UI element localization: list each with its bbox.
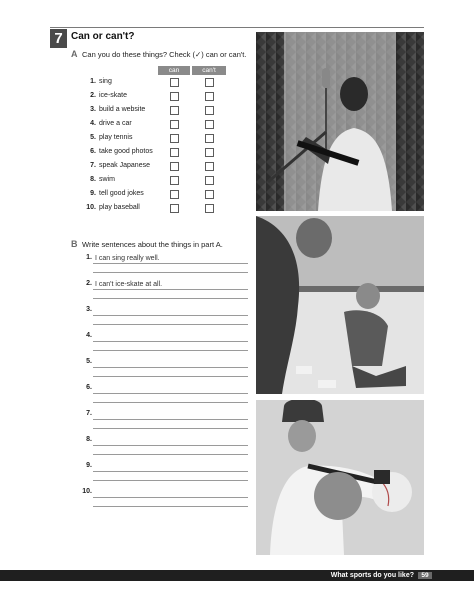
column-header-can: can [158, 66, 190, 75]
writing-line[interactable] [93, 263, 248, 264]
writing-line[interactable] [93, 393, 248, 394]
part-b-item [80, 461, 250, 487]
writing-line[interactable] [93, 480, 248, 481]
item-number: 2. [86, 280, 92, 287]
answer-text: I can sing really well. [95, 255, 160, 262]
footer-title: What sports do you like? [330, 572, 414, 579]
item-number: 8. [86, 436, 92, 443]
writing-line[interactable] [93, 497, 248, 498]
photo-baseball-player [256, 400, 424, 555]
writing-line[interactable] [93, 272, 248, 273]
item-number: 5. [86, 358, 92, 365]
item-number: 9. [90, 190, 96, 197]
part-a-item [84, 188, 254, 202]
cant-checkbox[interactable] [205, 148, 214, 157]
activity-label: take good photos [99, 148, 153, 155]
cant-checkbox[interactable] [205, 204, 214, 213]
activity-label: speak Japanese [99, 162, 150, 169]
exercise-number: 7 [50, 29, 67, 48]
header-rule [50, 27, 424, 28]
activity-label: swim [99, 176, 115, 183]
part-a-list [84, 76, 254, 216]
writing-line[interactable] [93, 402, 248, 403]
part-b-item [80, 253, 250, 279]
writing-line[interactable] [93, 445, 248, 446]
column-header-cant: can't [192, 66, 226, 75]
writing-line[interactable] [93, 324, 248, 325]
answer-text: I can't ice-skate at all. [95, 281, 163, 288]
part-b-item [80, 487, 250, 513]
can-checkbox[interactable] [170, 120, 179, 129]
activity-label: drive a car [99, 120, 132, 127]
item-number: 3. [86, 306, 92, 313]
can-checkbox[interactable] [170, 134, 179, 143]
part-b-item [80, 383, 250, 409]
writing-line[interactable] [93, 419, 248, 420]
writing-line[interactable] [93, 471, 248, 472]
cant-checkbox[interactable] [205, 78, 214, 87]
part-b-item [80, 357, 250, 383]
item-number: 10. [86, 204, 96, 211]
item-number: 4. [86, 332, 92, 339]
part-a-item [84, 132, 254, 146]
cant-checkbox[interactable] [205, 134, 214, 143]
part-a-item [84, 104, 254, 118]
part-a-item [84, 202, 254, 216]
activity-label: play baseball [99, 204, 140, 211]
item-number: 9. [86, 462, 92, 469]
writing-line[interactable] [93, 350, 248, 351]
exercise-title: Can or can't? [71, 31, 135, 42]
writing-line[interactable] [93, 298, 248, 299]
photo-ice-skaters [256, 216, 424, 394]
writing-line[interactable] [93, 428, 248, 429]
part-b-item [80, 435, 250, 461]
cant-checkbox[interactable] [205, 190, 214, 199]
writing-line[interactable] [93, 376, 248, 377]
can-checkbox[interactable] [170, 162, 179, 171]
item-number: 8. [90, 176, 96, 183]
part-b-item [80, 305, 250, 331]
writing-line[interactable] [93, 506, 248, 507]
part-b-item [80, 279, 250, 305]
can-checkbox[interactable] [170, 92, 179, 101]
item-number: 7. [90, 162, 96, 169]
item-number: 3. [90, 106, 96, 113]
can-checkbox[interactable] [170, 190, 179, 199]
part-a-letter: A [71, 49, 78, 59]
item-number: 10. [82, 488, 92, 495]
part-a-item [84, 160, 254, 174]
writing-line[interactable] [93, 289, 248, 290]
can-checkbox[interactable] [170, 106, 179, 115]
cant-checkbox[interactable] [205, 162, 214, 171]
writing-line[interactable] [93, 367, 248, 368]
can-checkbox[interactable] [170, 78, 179, 87]
can-checkbox[interactable] [170, 148, 179, 157]
can-checkbox[interactable] [170, 176, 179, 185]
item-number: 6. [86, 384, 92, 391]
activity-label: tell good jokes [99, 190, 144, 197]
writing-line[interactable] [93, 454, 248, 455]
part-a-item [84, 174, 254, 188]
activity-label: ice-skate [99, 92, 128, 99]
cant-checkbox[interactable] [205, 92, 214, 101]
item-number: 5. [90, 134, 96, 141]
item-number: 4. [90, 120, 96, 127]
item-number: 1. [90, 78, 96, 85]
cant-checkbox[interactable] [205, 106, 214, 115]
cant-checkbox[interactable] [205, 120, 214, 129]
part-b-letter: B [71, 239, 78, 249]
part-b-instruction: Write sentences about the things in part A. [82, 240, 223, 249]
photo-singer [256, 32, 424, 211]
writing-line[interactable] [93, 315, 248, 316]
item-number: 1. [86, 254, 92, 261]
part-a-item [84, 146, 254, 160]
can-checkbox[interactable] [170, 204, 179, 213]
activity-label: sing [99, 78, 112, 85]
part-a-item [84, 118, 254, 132]
part-b-list [80, 253, 250, 513]
part-a-instruction: Can you do these things? Check (✓) can or can't. [82, 50, 247, 59]
part-b-item [80, 409, 250, 435]
activity-label: build a website [99, 106, 146, 113]
cant-checkbox[interactable] [205, 176, 214, 185]
activity-label: play tennis [99, 134, 133, 141]
item-number: 6. [90, 148, 96, 155]
page-number: 59 [418, 572, 432, 579]
item-number: 2. [90, 92, 96, 99]
writing-line[interactable] [93, 341, 248, 342]
part-a-item [84, 76, 254, 90]
part-b-item [80, 331, 250, 357]
part-a-item [84, 90, 254, 104]
item-number: 7. [86, 410, 92, 417]
